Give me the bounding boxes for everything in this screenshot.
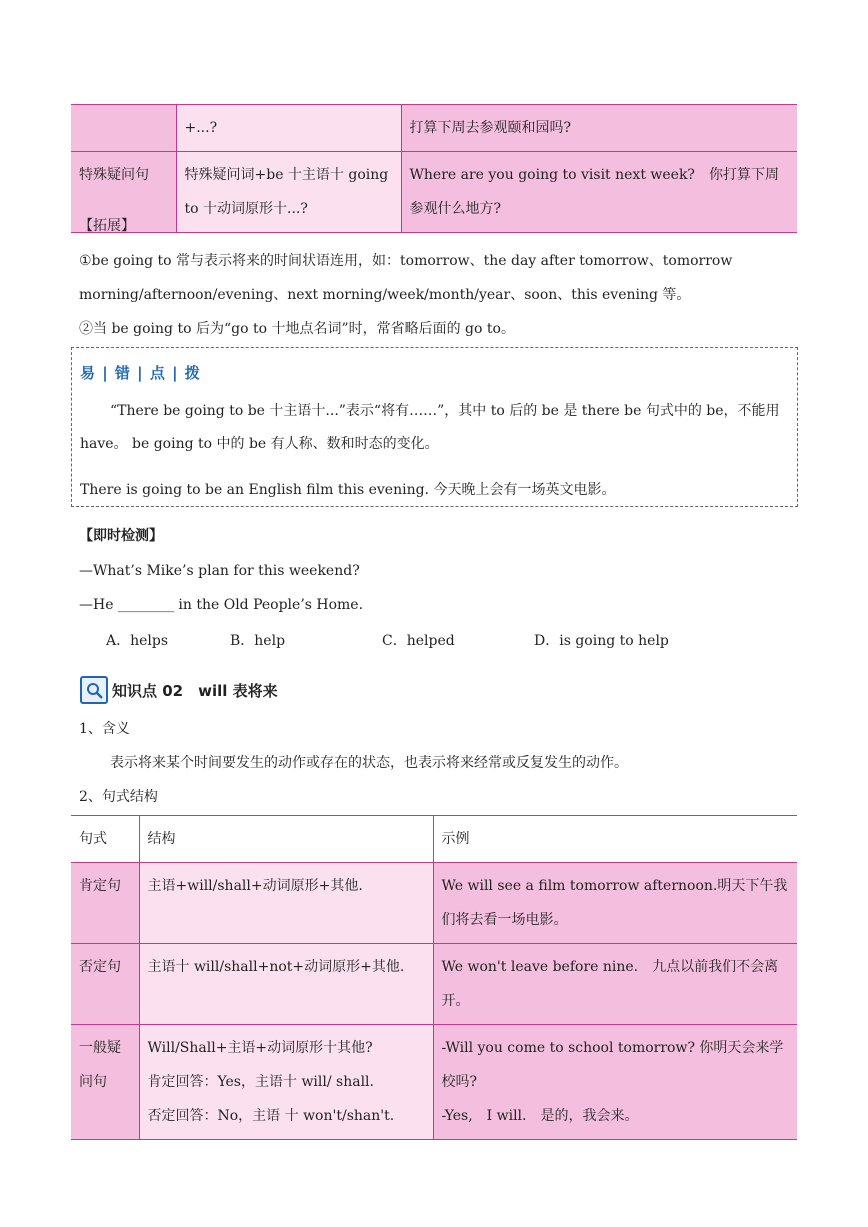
table-cell: Where are you going to visit next week? 你打算下周参观什么地方? — [401, 152, 797, 233]
knowledge-point-title: 知识点 02 will 表将来 — [112, 681, 278, 700]
example-line: -Will you come to school tomorrow? 你明天会来学校吗? — [441, 1040, 784, 1090]
section-meaning-text: 表示将来某个时间要发生的动作或存在的状态，也表示将来经常或反复发生的动作。 — [110, 755, 628, 771]
table-cell: 特殊疑问词+be 十主语十 going to 十动词原形十...? — [176, 152, 401, 233]
table-cell: We will see a film tomorrow afternoon.明天下午我们将去看一场电影。 — [433, 863, 797, 944]
table-cell — [139, 1025, 433, 1140]
structure-line: 否定回答：No，主语 十 won't/shan't. — [147, 1108, 395, 1124]
quiz-title: 【即时检测】 — [79, 528, 163, 544]
table-cell: +...? — [176, 105, 401, 152]
structure-line: 肯定回答：Yes，主语十 will/ shall. — [147, 1074, 374, 1090]
table-cell: 特殊疑问句 — [71, 152, 176, 233]
structure-line: Will/Shall+主语+动词原形十其他? — [147, 1040, 373, 1056]
hint-paragraph-2: There is going to be an English film this evening. 今天晚上会有一场英文电影。 — [80, 482, 616, 498]
section-meaning-title: 1、含义 — [79, 721, 130, 737]
extend-title: 【拓展】 — [79, 218, 135, 234]
table-cell: 主语+will/shall+动词原形+其他. — [139, 863, 433, 944]
knowledge-point-heading — [80, 676, 278, 704]
quiz-option-c[interactable]: C．helped — [382, 633, 455, 649]
header-cell: 结构 — [139, 816, 433, 863]
table-cell: 肯定句 — [71, 863, 139, 944]
hint-paragraph-1a: “There be going to be 十主语十...”表示“将有……”，其中 to 后的 be 是 there be 句式中的 be，不能用 — [110, 403, 780, 419]
table-cell — [71, 105, 176, 152]
table-row — [71, 944, 797, 1025]
section-structure-title: 2、句式结构 — [79, 789, 158, 805]
table-cell: 一般疑问句 — [71, 1025, 139, 1140]
example-line: -Yes, I will. 是的，我会来。 — [441, 1108, 639, 1124]
table-cell: We won't leave before nine. 九点以前我们不会离开。 — [433, 944, 797, 1025]
table-row — [71, 152, 797, 233]
table-row — [71, 863, 797, 944]
sentence-pattern-table-2 — [71, 815, 797, 1140]
header-cell: 句式 — [71, 816, 139, 863]
magnifier-icon — [80, 676, 108, 704]
extend-paragraph-1a: ①be going to 常与表示将来的时间状语连用，如：tomorrow、the day after tomorrow、tomorrow — [79, 253, 733, 269]
table-cell: 主语十 will/shall+not+动词原形+其他. — [139, 944, 433, 1025]
extend-paragraph-2: ②当 be going to 后为“go to 十地点名词”时，常省略后面的 go to。 — [79, 321, 515, 337]
extend-paragraph-1b: morning/afternoon/evening、next morning/week/month/year、soon、this evening 等。 — [79, 287, 691, 303]
table-row — [71, 105, 797, 152]
table-cell: 打算下周去参观颐和园吗? — [401, 105, 797, 152]
sentence-pattern-table-1 — [71, 104, 797, 233]
table-cell: 否定句 — [71, 944, 139, 1025]
quiz-option-b[interactable]: B．help — [230, 633, 286, 649]
error-hint-box — [71, 347, 798, 507]
quiz-option-a[interactable]: A．helps — [106, 633, 169, 649]
header-cell: 示例 — [433, 816, 797, 863]
table-cell — [433, 1025, 797, 1140]
quiz-question-line-2: —He ________ in the Old People’s Home. — [79, 597, 364, 613]
quiz-question-line-1: —What’s Mike’s plan for this weekend? — [79, 563, 360, 579]
hint-title: 易 | 错 | 点 | 拨 — [80, 364, 201, 382]
hint-paragraph-1b: have。 be going to 中的 be 有人称、数和时态的变化。 — [80, 436, 439, 452]
table-header-row — [71, 816, 797, 863]
table-row — [71, 1025, 797, 1140]
quiz-option-d[interactable]: D．is going to help — [534, 633, 669, 649]
